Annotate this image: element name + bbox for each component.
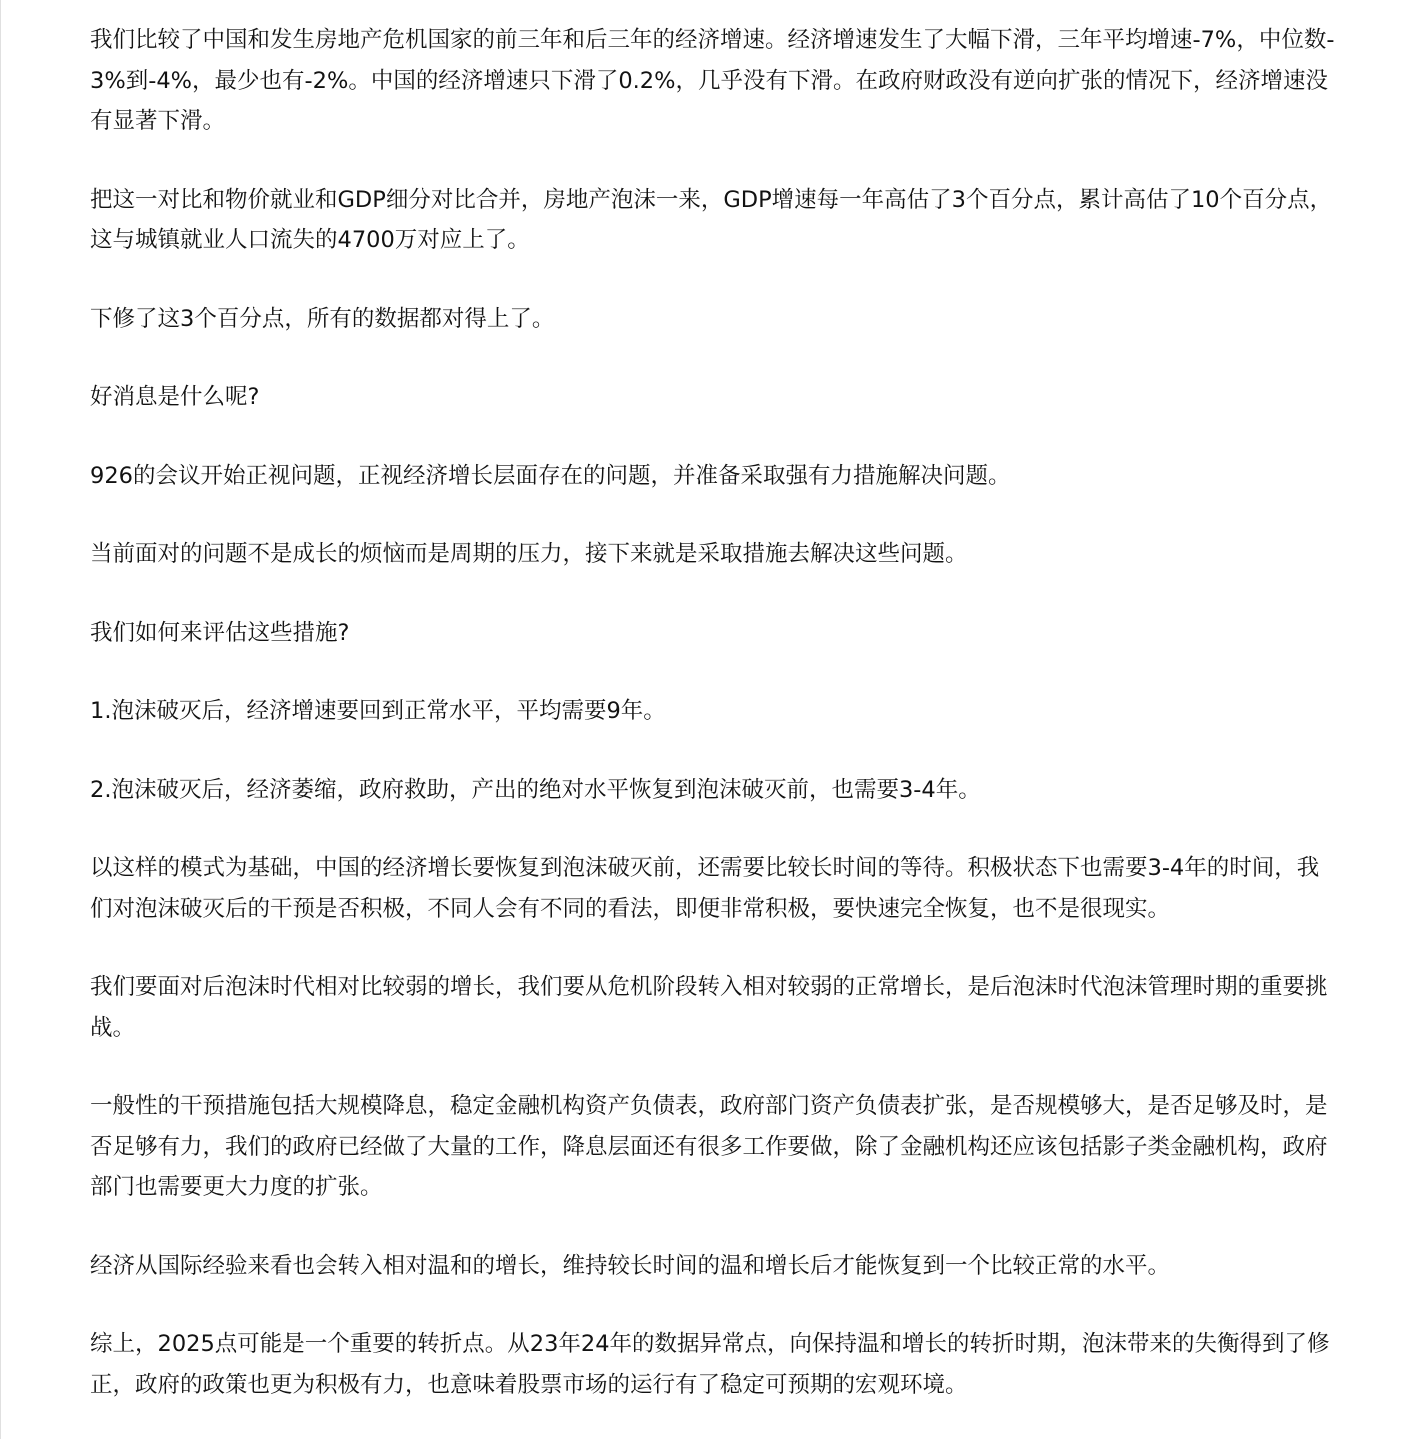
paragraph-good-news-question: 好消息是什么呢?	[90, 384, 260, 410]
left-border	[0, 0, 1, 1439]
paragraph-international-experience: 经济从国际经验来看也会转入相对温和的增长，维持较长时间的温和增长后才能恢复到一个比较正常的水平。	[90, 1252, 1171, 1279]
paragraph-gdp-comparison: 我们比较了中国和发生房地产危机国家的前三年和后三年的经济增速。经济增速发生了大幅下滑，三年平均增速-7%，中位数-3%到-4%，最少也有-2%。中国的经济增速只下滑了0.2%，几乎没有下滑。在政府财政没有逆向扩张的情况下，经济增速没有显著下滑。	[90, 27, 1335, 134]
paragraph-926-meeting: 926的会议开始正视问题，正视经济增长层面存在的问题，并准备采取强有力措施解决问题。	[90, 462, 1011, 489]
paragraph-cyclical-pressure: 当前面对的问题不是成长的烦恼而是周期的压力，接下来就是采取措施去解决这些问题。	[90, 541, 968, 567]
paragraph-point-1: 1.泡沫破灭后，经济增速要回到正常水平，平均需要9年。	[90, 698, 666, 724]
paragraph-conclusion: 综上，2025点可能是一个重要的转折点。从23年24年的数据异常点，向保持温和增长的转折时期，泡沫带来的失衡得到了修正，政府的政策也更为积极有力，也意味着股票市场的运行有了稳定可预期的宏观环境。	[90, 1331, 1330, 1398]
paragraph-intervention-measures: 一般性的干预措施包括大规模降息，稳定金融机构资产负债表，政府部门资产负债表扩张，是否规模够大，是否足够及时，是否足够有力，我们的政府已经做了大量的工作，降息层面还有很多工作要做，除了金融机构还应该包括影子类金融机构，政府部门也需要更大力度的扩张。	[90, 1093, 1328, 1200]
paragraph-post-bubble-challenge: 我们要面对后泡沫时代相对比较弱的增长，我们要从危机阶段转入相对较弱的正常增长，是后泡沫时代泡沫管理时期的重要挑战。	[90, 974, 1328, 1041]
paragraph-point-2: 2.泡沫破灭后，经济萎缩，政府救助，产出的绝对水平恢复到泡沫破灭前，也需要3-4年。	[90, 776, 981, 803]
paragraph-gdp-overestimate: 把这一对比和物价就业和GDP细分对比合并，房地产泡沫一来，GDP增速每一年高估了3个百分点，累计高估了10个百分点，这与城镇就业人口流失的4700万对应上了。	[90, 186, 1333, 253]
paragraph-recovery-wait: 以这样的模式为基础，中国的经济增长要恢复到泡沫破灭前，还需要比较长时间的等待。积极状态下也需要3-4年的时间，我们对泡沫破灭后的干预是否积极，不同人会有不同的看法，即便非常积极，要快速完全恢复，也不是很现实。	[90, 855, 1320, 922]
paragraph-revision: 下修了这3个百分点，所有的数据都对得上了。	[90, 305, 555, 332]
article-body	[90, 20, 1340, 1443]
paragraph-evaluate-question: 我们如何来评估这些措施?	[90, 619, 350, 646]
